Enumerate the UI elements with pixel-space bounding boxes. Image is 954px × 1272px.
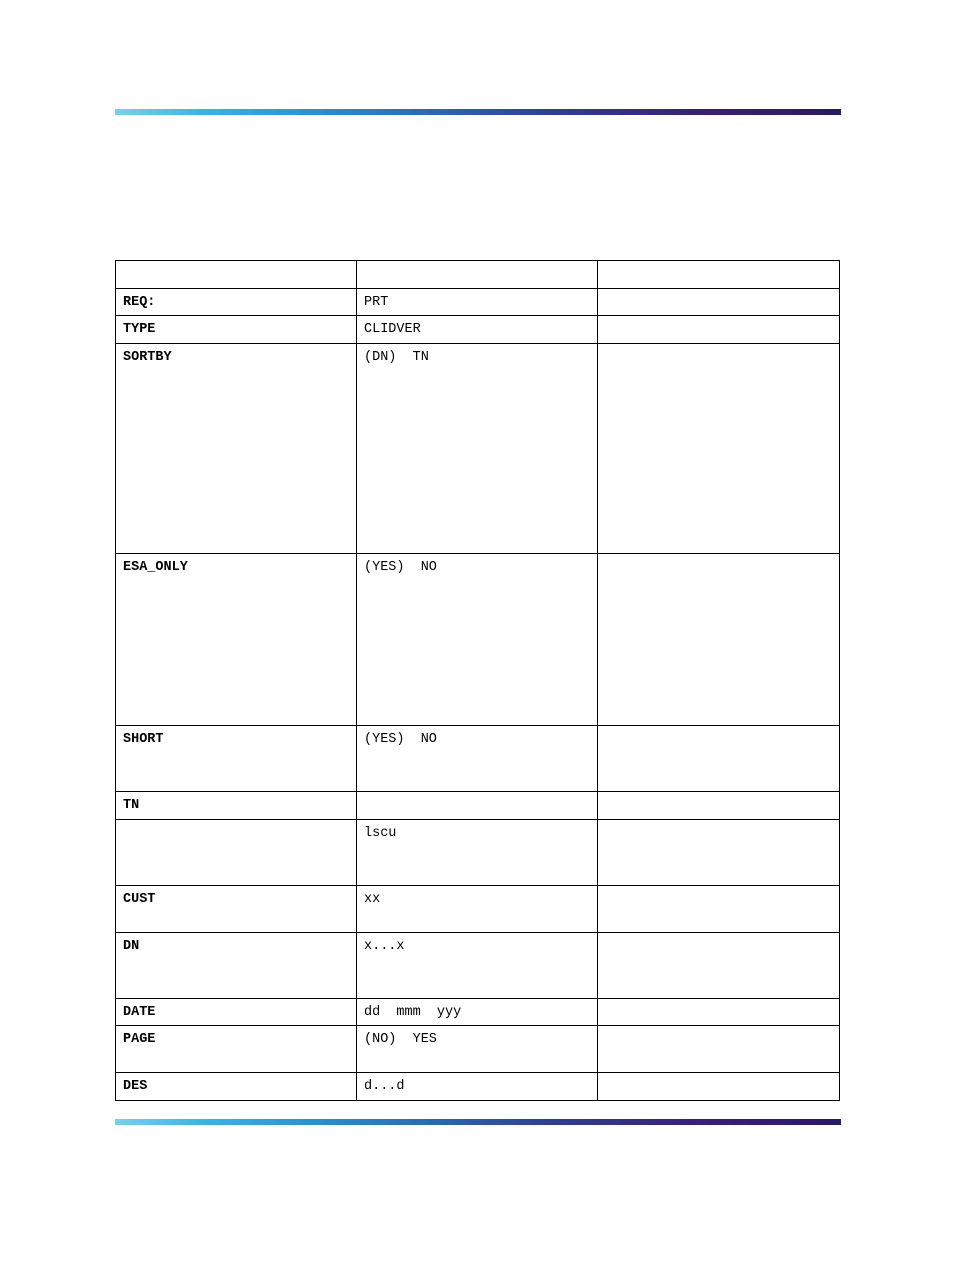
description-cell bbox=[598, 726, 840, 792]
description-cell bbox=[598, 886, 840, 933]
response-cell bbox=[357, 792, 598, 820]
table-row bbox=[116, 792, 840, 820]
table-row bbox=[116, 289, 840, 316]
response-cell: x...x bbox=[357, 933, 598, 999]
description-cell bbox=[598, 933, 840, 999]
response-cell: (YES) NO bbox=[357, 554, 598, 726]
description-cell bbox=[598, 820, 840, 886]
description-cell bbox=[598, 792, 840, 820]
prompt-cell: SORTBY bbox=[116, 344, 357, 554]
response-cell: d...d bbox=[357, 1073, 598, 1101]
response-cell: PRT bbox=[357, 289, 598, 316]
response-cell: dd mmm yyy bbox=[357, 999, 598, 1026]
table-row bbox=[116, 1073, 840, 1101]
prompt-cell: PAGE bbox=[116, 1026, 357, 1073]
footer-rule bbox=[115, 1119, 841, 1125]
table-row bbox=[116, 820, 840, 886]
table-row bbox=[116, 344, 840, 554]
response-cell: (YES) NO bbox=[357, 726, 598, 792]
prompt-cell: DATE bbox=[116, 999, 357, 1026]
prompt-cell: CUST bbox=[116, 886, 357, 933]
response-cell: lscu bbox=[357, 820, 598, 886]
prompt-cell: DES bbox=[116, 1073, 357, 1101]
table-row bbox=[116, 316, 840, 344]
description-cell bbox=[598, 316, 840, 344]
description-cell bbox=[598, 1026, 840, 1073]
table-row bbox=[116, 726, 840, 792]
response-cell: CLIDVER bbox=[357, 316, 598, 344]
response-cell: (NO) YES bbox=[357, 1026, 598, 1073]
prompt-cell: SHORT bbox=[116, 726, 357, 792]
description-cell bbox=[598, 289, 840, 316]
prompt-response-table bbox=[115, 260, 840, 1101]
table-row bbox=[116, 999, 840, 1026]
prompt-cell bbox=[116, 820, 357, 886]
response-cell: (DN) TN bbox=[357, 344, 598, 554]
table-row bbox=[116, 933, 840, 999]
prompt-cell: TN bbox=[116, 792, 357, 820]
prompt-cell: ESA_ONLY bbox=[116, 554, 357, 726]
header-cell-response bbox=[357, 261, 598, 289]
header-cell-prompt bbox=[116, 261, 357, 289]
table-row bbox=[116, 1026, 840, 1073]
header-cell-description bbox=[598, 261, 840, 289]
table-header-row bbox=[116, 261, 840, 289]
prompt-cell: TYPE bbox=[116, 316, 357, 344]
description-cell bbox=[598, 554, 840, 726]
table-row bbox=[116, 886, 840, 933]
table-row bbox=[116, 554, 840, 726]
prompt-cell: REQ: bbox=[116, 289, 357, 316]
description-cell bbox=[598, 344, 840, 554]
description-cell bbox=[598, 1073, 840, 1101]
header-rule bbox=[115, 109, 841, 115]
description-cell bbox=[598, 999, 840, 1026]
prompt-cell: DN bbox=[116, 933, 357, 999]
response-cell: xx bbox=[357, 886, 598, 933]
